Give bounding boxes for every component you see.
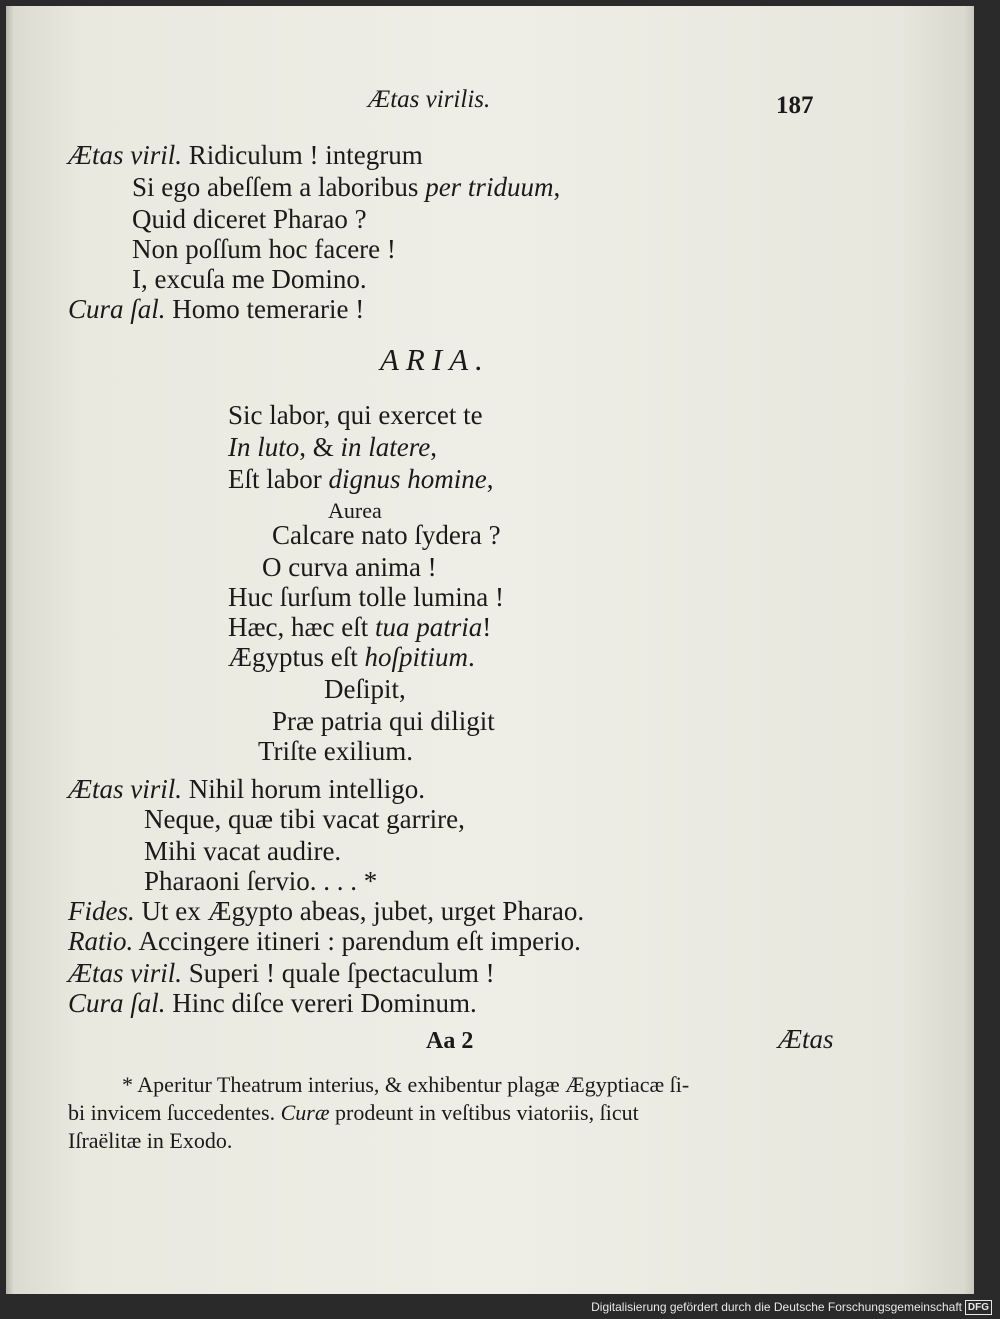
speech-text: Superi ! quale ſpectaculum ! [188, 958, 495, 988]
footnote-line [68, 1100, 639, 1126]
punctuation: . [468, 642, 475, 672]
dialogue-line: Non poſſum hoc facere ! [132, 234, 396, 264]
speaker-name: Ætas viril. [68, 774, 183, 804]
dialogue-line: Neque, quæ tibi vacat garrire, [144, 804, 465, 834]
dialogue-line [68, 988, 477, 1018]
speech-text: Ut ex Ægypto abeas, jubet, urget Pharao. [141, 896, 585, 926]
dialogue-line: Mihi vacat audire. [144, 836, 342, 866]
page-gutter [6, 6, 14, 1294]
aria-heading: ARIA. [380, 342, 490, 377]
aria-line [228, 642, 475, 672]
speech-text: Hæc, hæc eſt [228, 612, 375, 642]
aria-line: Sic labor, qui exercet te [228, 400, 483, 430]
dialogue-line: Pharaoni ſervio. . . . * [144, 866, 378, 896]
emphasis-text: in latere [340, 432, 431, 462]
emphasis-text: tua patria [374, 612, 483, 642]
catchword: Ætas [778, 1024, 834, 1054]
page-number: 187 [776, 92, 814, 119]
speech-text: Hinc diſce vereri Dominum. [172, 988, 477, 1018]
speaker-name: Ætas viril. [68, 958, 183, 988]
emphasis-text: dignus homine [328, 464, 487, 494]
digitization-credit: Digitalisierung gefördert durch die Deutsche Forschungsgemeinschaft [591, 1300, 962, 1314]
emphasis-text: per triduum [425, 172, 554, 202]
punctuation: , [430, 432, 437, 462]
speech-text: Homo temerarie ! [172, 294, 365, 324]
aria-line: Calcare nato ſydera ? [272, 520, 501, 550]
dialogue-line [68, 294, 364, 324]
dialogue-line [132, 172, 560, 202]
aria-line [228, 464, 493, 494]
speech-text: Eſt labor [228, 464, 329, 494]
aria-line [228, 612, 491, 642]
footnote-line: Iſraëlitæ in Exodo. [68, 1128, 233, 1153]
emphasis-text: In luto [228, 432, 300, 462]
aria-line: Triſte exilium. [258, 736, 414, 766]
dialogue-line [68, 926, 581, 956]
aria-line: O curva anima ! [262, 552, 437, 582]
speaker-name: Cura ſal. [68, 988, 166, 1018]
dialogue-line: Quid diceret Pharao ? [132, 204, 367, 234]
footnote-text: prodeunt in veſtibus viatoriis, ſicut [329, 1100, 639, 1125]
running-title: Ætas virilis. [368, 86, 491, 113]
page-edge [962, 6, 974, 1294]
book-page [6, 6, 974, 1294]
aria-line: Deſipit, [324, 674, 406, 704]
dialogue-line [68, 774, 425, 804]
dialogue-line [68, 958, 495, 988]
punctuation: , [553, 172, 561, 202]
aria-line [228, 432, 437, 462]
dialogue-line [68, 896, 584, 926]
speaker-name: Ratio. [68, 926, 134, 956]
speaker-name: Cura ſal. [68, 294, 166, 324]
speech-text: , & [299, 432, 341, 462]
footnote-text: bi invicem ſuccedentes. [68, 1100, 281, 1125]
aria-line: Aurea [328, 498, 382, 523]
footnote-line: * Aperitur Theatrum interius, & exhibentur plagæ Ægyptiacæ ſi- [122, 1072, 690, 1097]
aria-line: Præ patria qui diligit [272, 706, 495, 736]
dialogue-line [68, 140, 423, 170]
speech-text: Ridiculum ! integrum [188, 140, 423, 170]
dfg-logo: DFG [965, 1300, 992, 1315]
speech-text: Si ego abeſſem a laboribus [132, 172, 426, 202]
emphasis-text: Curæ [280, 1100, 330, 1125]
signature-mark: Aa 2 [426, 1028, 474, 1054]
dialogue-line: I, excuſa me Domino. [132, 264, 367, 294]
speech-text: Nihil horum intelligo. [188, 774, 426, 804]
speaker-name: Fides. [68, 896, 135, 926]
punctuation: ! [482, 612, 492, 642]
aria-line: Huc ſurſum tolle lumina ! [228, 582, 504, 612]
emphasis-text: hoſpitium [364, 642, 469, 672]
speech-text: Accingere itineri : parendum eſt imperio. [138, 926, 581, 956]
punctuation: , [486, 464, 494, 494]
speaker-name: Ætas viril. [68, 140, 183, 170]
speech-text: Ægyptus eſt [228, 642, 365, 672]
